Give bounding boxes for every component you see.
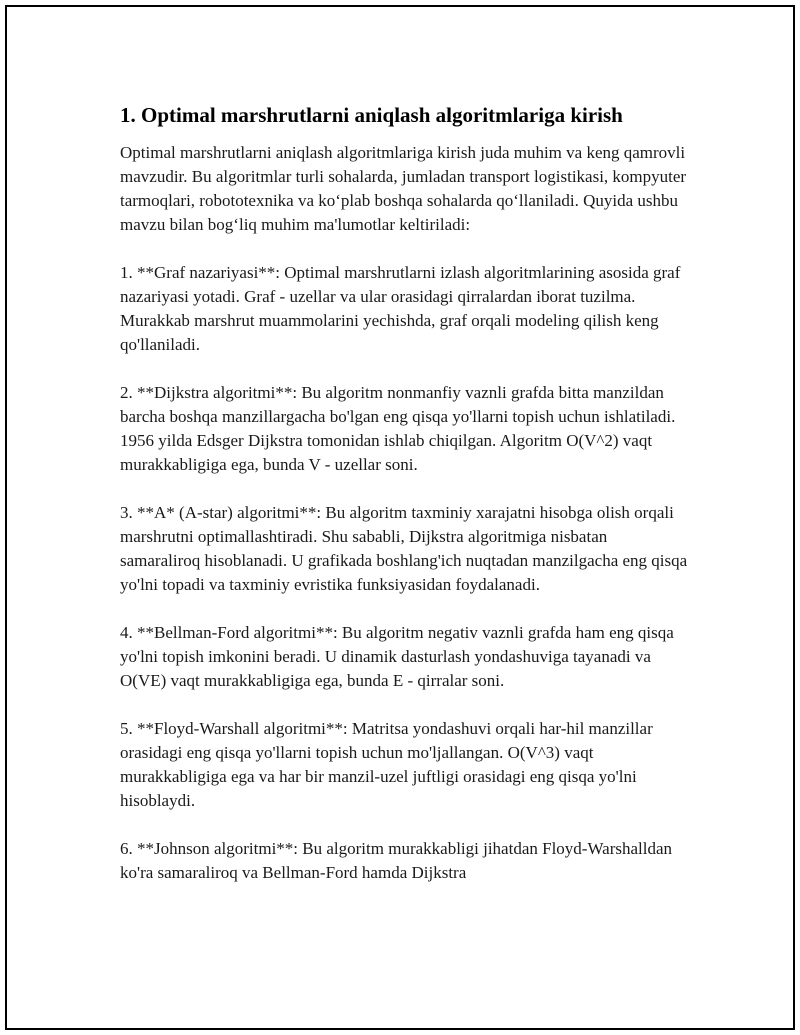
paragraph-graf-nazariyasi: 1. **Graf nazariyasi**: Optimal marshrutlarni izlash algoritmlarining asosida graf nazariyasi yotadi. Graf - uzellar va ular orasidagi qirralardan iborat tuzilma. Murakkab marshrut muammolarini yechishda, graf orqali modeling qilish keng qo'llaniladi. [120, 263, 681, 354]
paragraph-intro: Optimal marshrutlarni aniqlash algoritmlariga kirish juda muhim va keng qamrovli mavzudir. Bu algoritmlar turli sohalarda, jumladan transport logistikasi, kompyuter tarmoqlari, robototexnika va ko‘plab boshqa sohalarda qo‘llaniladi. Quyida ushbu mavzu bilan bog‘liq muhim ma'lumotlar keltiriladi: [120, 143, 687, 234]
section-heading: 1. Optimal marshrutlarni aniqlash algoritmlariga kirish [120, 103, 623, 127]
paragraph-floyd-warshall: 5. **Floyd-Warshall algoritmi**: Matritsa yondashuvi orqali har-hil manzillar orasidagi eng qisqa yo'llarni topish uchun mo'ljallangan. O(V^3) vaqt murakkabligiga ega va har bir manzil-uzel juftligi orasidagi eng qisqa yo'lni hisoblaydi. [120, 719, 653, 810]
paragraph-bellman-ford: 4. **Bellman-Ford algoritmi**: Bu algoritm negativ vaznli grafda ham eng qisqa yo'lni topish imkonini beradi. U dinamik dasturlash yondashuviga tayanadi va O(VE) vaqt murakkabligiga ega, bunda E - qirralar soni. [120, 623, 674, 690]
paragraph-a-star: 3. **A* (A-star) algoritmi**: Bu algoritm taxminiy xarajatni hisobga olish orqali marshrutni optimallashtiradi. Shu sababli, Dijkstra algoritmiga nisbatan samaraliroq hisoblanadi. U grafikada boshlang'ich nuqtadan manzilgacha eng qisqa yo'lni topadi va taxminiy evristika funksiyasidan foydalanadi. [120, 503, 688, 594]
paragraph-dijkstra: 2. **Dijkstra algoritmi**: Bu algoritm nonmanfiy vaznli grafda bitta manzildan barcha boshqa manzillargacha bo'lgan eng qisqa yo'llarni topish uchun ishlatiladi. 1956 yilda Edsger Dijkstra tomonidan ishlab chiqilgan. Algoritm O(V^2) vaqt murakkabligiga ega, bunda V - uzellar soni. [120, 383, 676, 474]
paragraph-johnson: 6. **Johnson algoritmi**: Bu algoritm murakkabligi jihatdan Floyd-Warshalldan ko'ra samaraliroq va Bellman-Ford hamda Dijkstra [120, 839, 673, 882]
document-content [120, 101, 690, 909]
document-page [5, 5, 795, 1030]
